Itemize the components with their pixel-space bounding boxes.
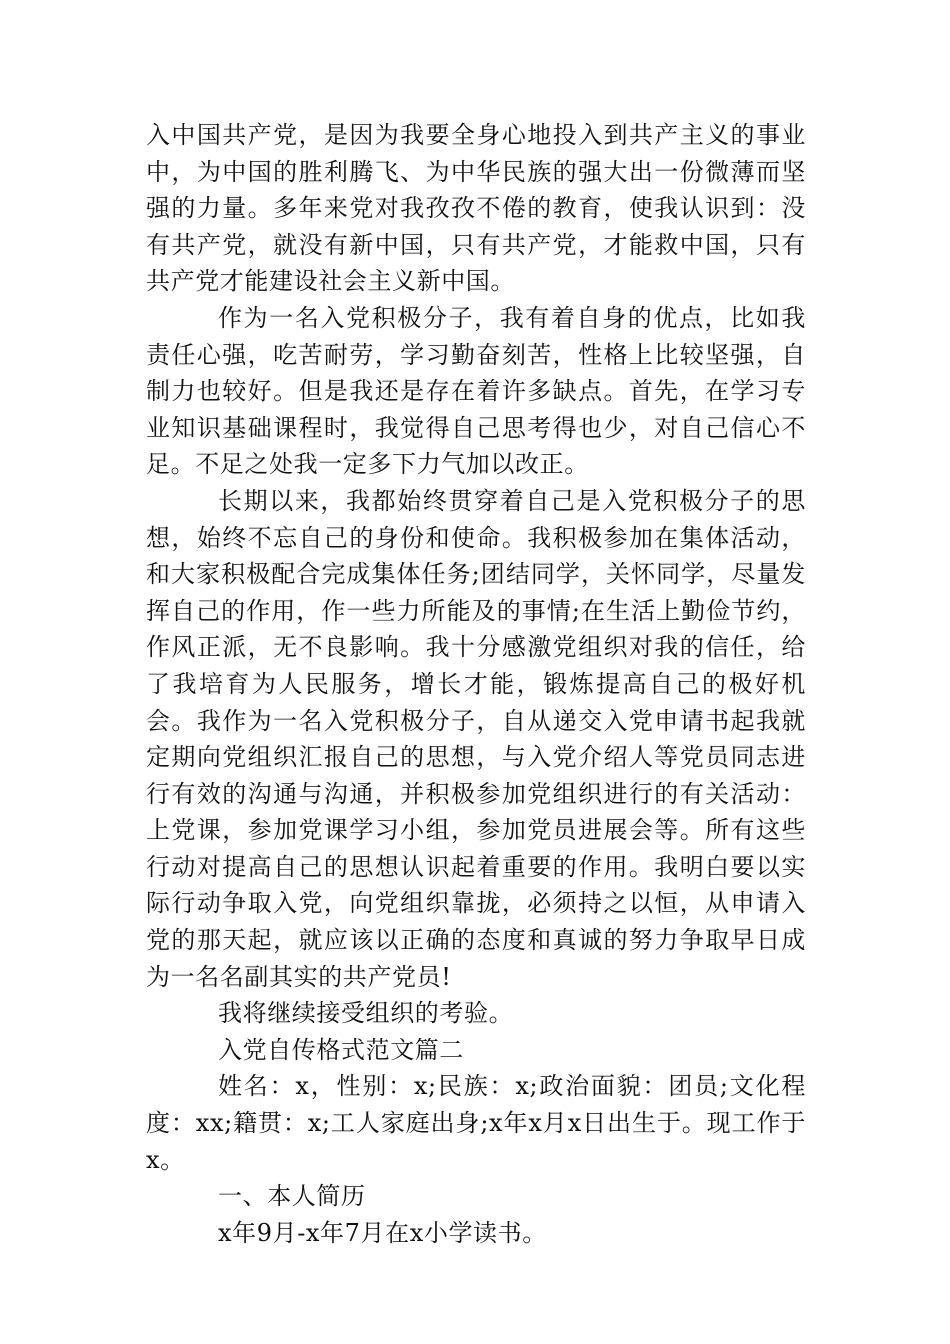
paragraph-closing: 我将继续接受组织的考验。 — [218, 999, 514, 1028]
section-title-part-two: 入党自传格式范文篇二 — [218, 1035, 464, 1064]
paragraph-activities: 长期以来，我都始终贯穿着自己是入党积极分子的思想，始终不忘自己的身份和使命。我积极参加在集体活动，和大家积极配合完成集体任务;团结同学，关怀同学，尽量发挥自己的作用，作一些力所能及的事情;在生活上勤俭节约，作风正派，无不良影响。我十分感激党组织对我的信任，给了我培育为人民服务，增长才能，锻炼提高自己的极好机会。我作为一名入党积极分子，自从递交入党申请书起我就定期向党组织汇报自己的思想，与入党介绍人等党员同志进行有效的沟通与沟通，并积极参加党组织进行的有关活动：上党课，参加党课学习小组，参加党员进展会等。所有这些行动对提高自己的思想认识起着重要的作用。我明白要以实际行动争取入党，向党组织靠拢，必须持之以恒，从申请入党的那天起，就应该以正确的态度和真诚的努力争取早日成为一名名副其实的共产党员! — [146, 486, 806, 991]
heading-resume: 一、本人简历 — [218, 1182, 366, 1211]
paragraph-personal-info: 姓名：x，性别：x;民族：x;政治面貌：团员;文化程度：xx;籍贯：x;工人家庭出身;x年x月x日出生于。现工作于x。 — [146, 1072, 806, 1174]
paragraph-strengths-weaknesses: 作为一名入党积极分子，我有着自身的优点，比如我责任心强，吃苦耐劳，学习勤奋刻苦，性格上比较坚强，自制力也较好。但是我还是存在着许多缺点。首先，在学习专业知识基础课程时，我觉得自己思考得也少，对自己信心不足。不足之处我一定多下力气加以改正。 — [146, 303, 806, 479]
paragraph-party-reason: 入中国共产党，是因为我要全身心地投入到共产主义的事业中，为中国的胜利腾飞、为中华民族的强大出一份微薄而坚强的力量。多年来党对我孜孜不倦的教育，使我认识到：没有共产党，就没有新中国，只有共产党，才能救中国，只有共产党才能建设社会主义新中国。 — [146, 121, 806, 296]
document-body — [146, 117, 806, 1251]
resume-entry: x年9月-x年7月在x小学读书。 — [218, 1218, 547, 1247]
